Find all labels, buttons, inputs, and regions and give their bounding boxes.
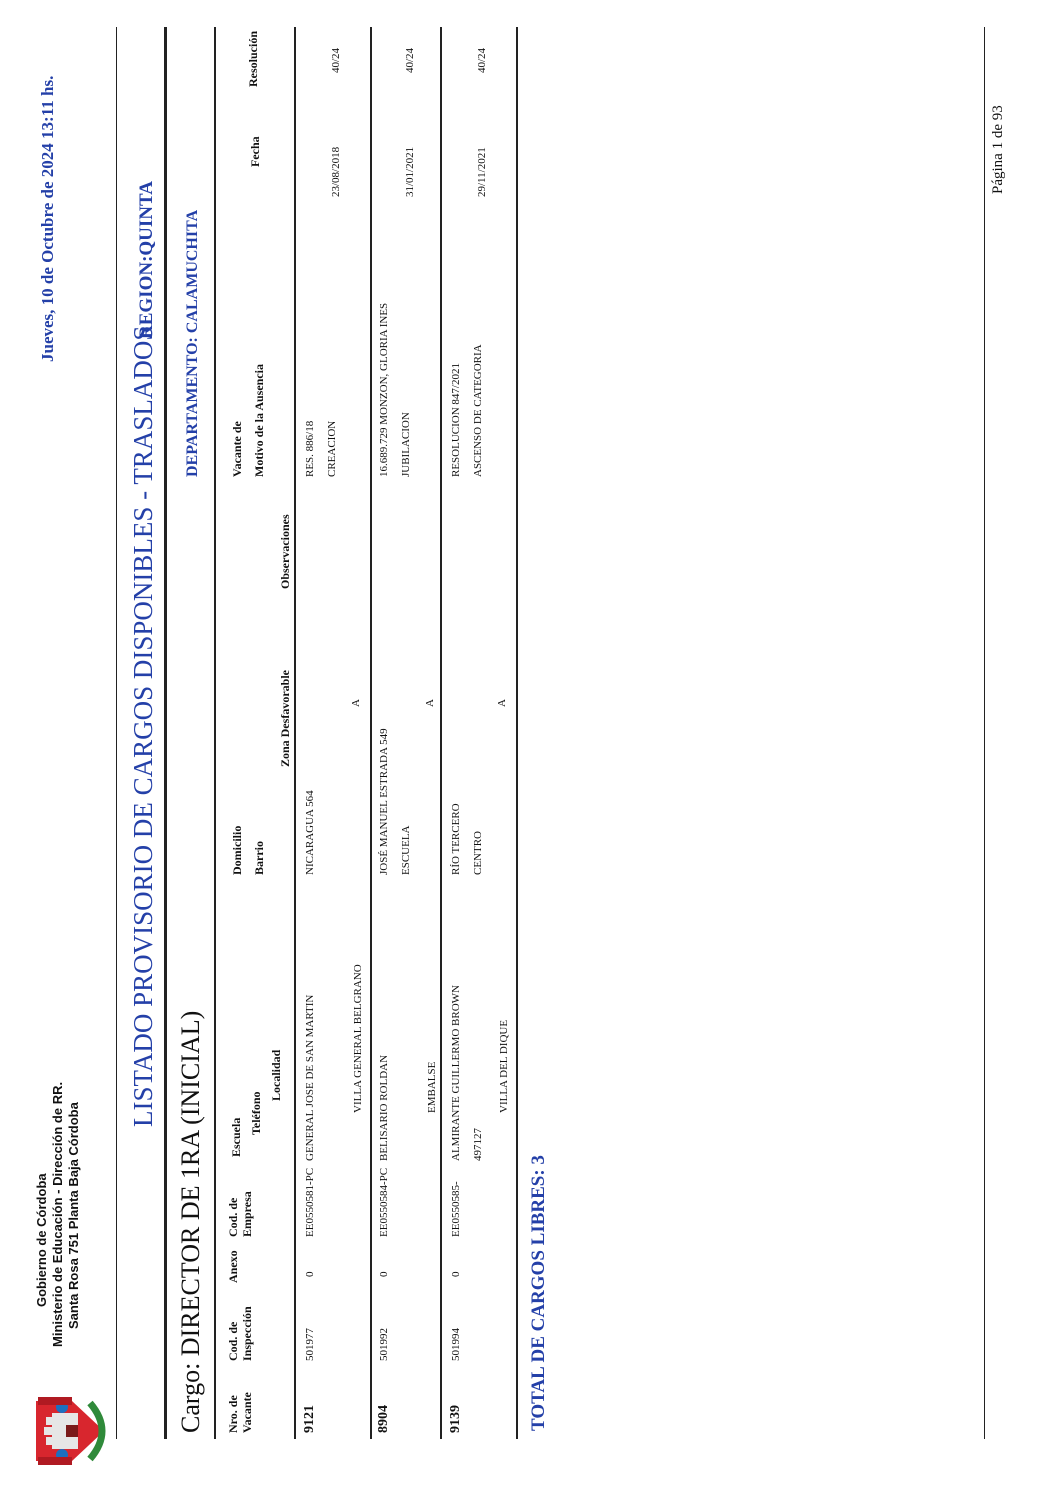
vacante-de-value: RESOLUCION 847/2021 — [450, 363, 462, 477]
empresa-code: EE0550584-PC — [378, 1167, 390, 1237]
escuela-name: GENERAL JOSE DE SAN MARTIN — [304, 994, 316, 1161]
row-rule-2 — [370, 27, 372, 1439]
empresa-code: EE0550581-PC — [304, 1167, 316, 1237]
vacante-de-value: 16.689.729 MONZON, GLORIA INES — [378, 302, 390, 477]
inspeccion-code: 501992 — [378, 1328, 390, 1361]
col-resolucion: Resolución — [246, 30, 260, 87]
thick-rule — [164, 27, 167, 1439]
row-rule-1 — [294, 27, 296, 1439]
col-zona-desfavorable: Zona Desfavorable — [278, 670, 292, 767]
print-datetime: Jueves, 10 de Octubre de 2024 13:11 hs. — [38, 75, 57, 362]
org-line-1: Gobierno de Córdoba — [34, 1173, 49, 1307]
org-line-2: Ministerio de Educación - Dirección de RR. — [50, 1081, 65, 1347]
localidad-value: VILLA GENERAL BELGRANO — [352, 964, 364, 1113]
motivo-value: CREACION — [326, 420, 338, 477]
vacante-de-value: RES. 886/18 — [304, 420, 316, 477]
localidad-value: EMBALSE — [426, 1061, 438, 1113]
col-cod-empresa: Cod. de Empresa — [226, 1191, 254, 1237]
col-escuela: Escuela Teléfono Localidad — [229, 1049, 283, 1157]
zona-value: A — [350, 699, 362, 707]
empresa-code: EE0550585- — [450, 1181, 462, 1237]
organization-block — [34, 1082, 82, 1347]
anexo-value: 0 — [450, 1271, 462, 1277]
anexo-value: 0 — [378, 1271, 390, 1277]
page-number: Página 1 de 93 — [990, 105, 1006, 194]
inspeccion-code: 501994 — [450, 1328, 462, 1361]
motivo-value: ASCENSO DE CATEGORIA — [472, 344, 484, 477]
org-line-3: Santa Rosa 751 Planta Baja Córdoba — [66, 1102, 81, 1329]
localidad-value: VILLA DEL DIQUE — [498, 1019, 510, 1113]
barrio-value: CENTRO — [472, 831, 484, 875]
inspeccion-code: 501977 — [304, 1328, 316, 1361]
vacante-number: 9139 — [448, 1405, 463, 1433]
resolucion-value: 40/24 — [404, 47, 416, 73]
coat-of-arms-logo — [32, 1393, 112, 1469]
col-fecha: Fecha — [248, 136, 262, 167]
departamento-label: DEPARTAMENTO: CALAMUCHITA — [184, 209, 201, 477]
fecha-value: 29/11/2021 — [476, 147, 488, 197]
region-label: REGION:QUINTA — [136, 181, 157, 339]
fecha-value: 23/08/2018 — [330, 146, 342, 197]
vacante-number: 9121 — [302, 1405, 317, 1433]
barrio-value: ESCUELA — [400, 825, 412, 875]
col-observaciones: Observaciones — [278, 514, 292, 589]
fecha-value: 31/01/2021 — [404, 146, 416, 197]
page-title: LISTADO PROVISORIO DE CARGOS DISPONIBLES - TRASLADOS — [128, 325, 158, 1127]
total-cargos-libres: TOTAL DE CARGOS LIBRES: 3 — [528, 1155, 549, 1431]
header-rule — [214, 27, 216, 1439]
vacante-number: 8904 — [376, 1405, 391, 1433]
resolucion-value: 40/24 — [476, 47, 488, 73]
table-bottom-rule — [516, 27, 518, 1439]
resolucion-value: 40/24 — [330, 47, 342, 73]
col-anexo: Anexo — [226, 1250, 240, 1283]
motivo-value: JUBILACION — [400, 412, 412, 477]
escuela-name: BELISARIO ROLDAN — [378, 1054, 390, 1161]
anexo-value: 0 — [304, 1271, 316, 1277]
col-cod-inspeccion: Cod. de Inspección — [226, 1306, 254, 1361]
row-rule-3 — [440, 27, 442, 1439]
top-rule — [116, 27, 117, 1439]
col-nro-vacante: Nro. de Vacante — [226, 1392, 254, 1433]
zona-value: A — [424, 699, 436, 707]
zona-value: A — [496, 699, 508, 707]
domicilio-value: RÍO TERCERO — [450, 803, 462, 875]
cargo-title: Cargo: DIRECTOR DE 1RA (INICIAL) — [176, 1010, 205, 1433]
telefono-value: 497127 — [472, 1128, 484, 1161]
domicilio-value: NICARAGUA 564 — [304, 790, 316, 875]
col-vacante-de: Vacante de Motivo de la Ausencia — [230, 364, 266, 477]
footer-rule — [984, 27, 985, 1439]
col-domicilio: Domicilio Barrio — [230, 825, 266, 875]
domicilio-value: JOSÉ MANUEL ESTRADA 549 — [378, 728, 390, 875]
escuela-name: ALMIRANTE GUILLERMO BROWN — [450, 985, 462, 1161]
